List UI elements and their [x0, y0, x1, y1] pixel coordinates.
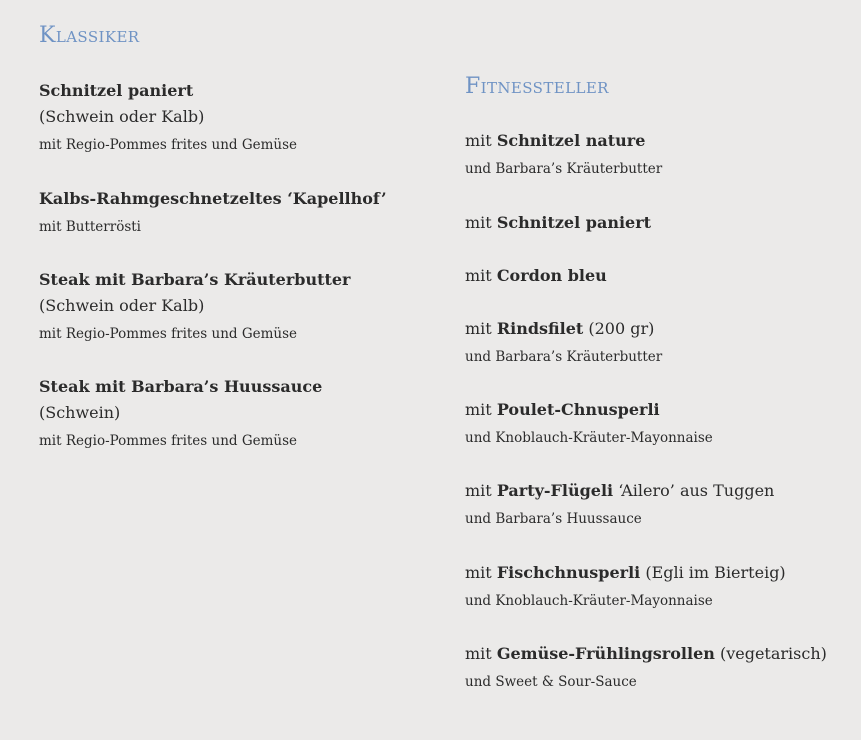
item-variant: (Schwein oder Kalb): [39, 296, 205, 315]
item-name: Kalbs-Rahmgeschnetzeltes ‘Kapellhof’: [39, 189, 387, 208]
menu-item-poulet-chnusperli: [465, 397, 713, 451]
item-name: Steak mit Barbara’s Huussauce: [39, 377, 323, 396]
item-name: Gemüse-Frühlingsrollen: [496, 644, 715, 663]
item-desc: und Knoblauch-Kräuter-Mayonnaise: [465, 593, 713, 609]
item-suffix: (vegetarisch): [714, 644, 827, 663]
item-prefix: mit: [465, 644, 497, 663]
menu-item-schnitzel-paniert-fit: [465, 210, 651, 236]
item-name: Poulet-Chnusperli: [496, 400, 660, 419]
item-name: Cordon bleu: [496, 266, 607, 285]
menu-item-fruehlingsrollen: [465, 641, 827, 695]
menu-item-rindsfilet: [465, 316, 662, 370]
item-desc: mit Regio-Pommes frites und Gemüse: [39, 433, 298, 449]
item-variant: (Schwein oder Kalb): [39, 107, 205, 126]
item-suffix: ‘Ailero’ aus Tuggen: [613, 481, 775, 500]
item-name: Party-Flügeli: [496, 481, 614, 500]
item-name: Fischchnusperli: [496, 563, 641, 582]
item-line: [465, 263, 607, 289]
item-prefix: mit: [465, 266, 497, 285]
menu-item-fischchnusperli: [465, 560, 786, 614]
item-desc: und Barbara’s Huussauce: [465, 511, 642, 527]
item-desc: mit Butterrösti: [39, 219, 141, 235]
item-desc: und Knoblauch-Kräuter-Mayonnaise: [465, 430, 713, 446]
menu-item-schnitzel-nature: [465, 128, 662, 182]
menu-item-schnitzel-paniert: [39, 78, 297, 158]
item-name: Schnitzel nature: [496, 131, 646, 150]
item-desc: mit Regio-Pommes frites und Gemüse: [39, 137, 298, 153]
menu-item-cordon-bleu: [465, 263, 607, 289]
item-line: [465, 641, 827, 667]
item-line: [465, 397, 713, 423]
item-name: Schnitzel paniert: [39, 81, 194, 100]
item-variant: (Schwein): [39, 403, 121, 422]
klassiker-title: Klassiker: [39, 23, 140, 48]
item-prefix: mit: [465, 400, 497, 419]
item-name: Schnitzel paniert: [496, 213, 652, 232]
item-line: [465, 478, 774, 504]
item-prefix: mit: [465, 319, 497, 338]
item-desc: und Barbara’s Kräuterbutter: [465, 161, 663, 177]
menu-item-steak-huussauce: [39, 374, 322, 454]
menu-item-steak-kraeuterbutter: [39, 267, 350, 347]
item-line: [465, 316, 662, 342]
item-desc: mit Regio-Pommes frites und Gemüse: [39, 326, 298, 342]
menu-item-kalbs-rahmgeschnetzeltes: [39, 186, 387, 240]
item-line: [465, 210, 651, 236]
fitnessteller-title: Fitnessteller: [465, 74, 609, 99]
item-suffix: (Egli im Bierteig): [640, 563, 786, 582]
item-desc: und Sweet & Sour-Sauce: [465, 674, 637, 690]
item-name: Steak mit Barbara’s Kräuterbutter: [39, 270, 351, 289]
item-prefix: mit: [465, 563, 497, 582]
item-suffix: (200 gr): [583, 319, 655, 338]
item-prefix: mit: [465, 481, 497, 500]
item-line: [465, 128, 662, 154]
menu-item-party-fluegeli: [465, 478, 774, 532]
item-prefix: mit: [465, 131, 497, 150]
item-name: Rindsfilet: [496, 319, 584, 338]
item-desc: und Barbara’s Kräuterbutter: [465, 349, 663, 365]
item-line: [465, 560, 786, 586]
item-prefix: mit: [465, 213, 497, 232]
